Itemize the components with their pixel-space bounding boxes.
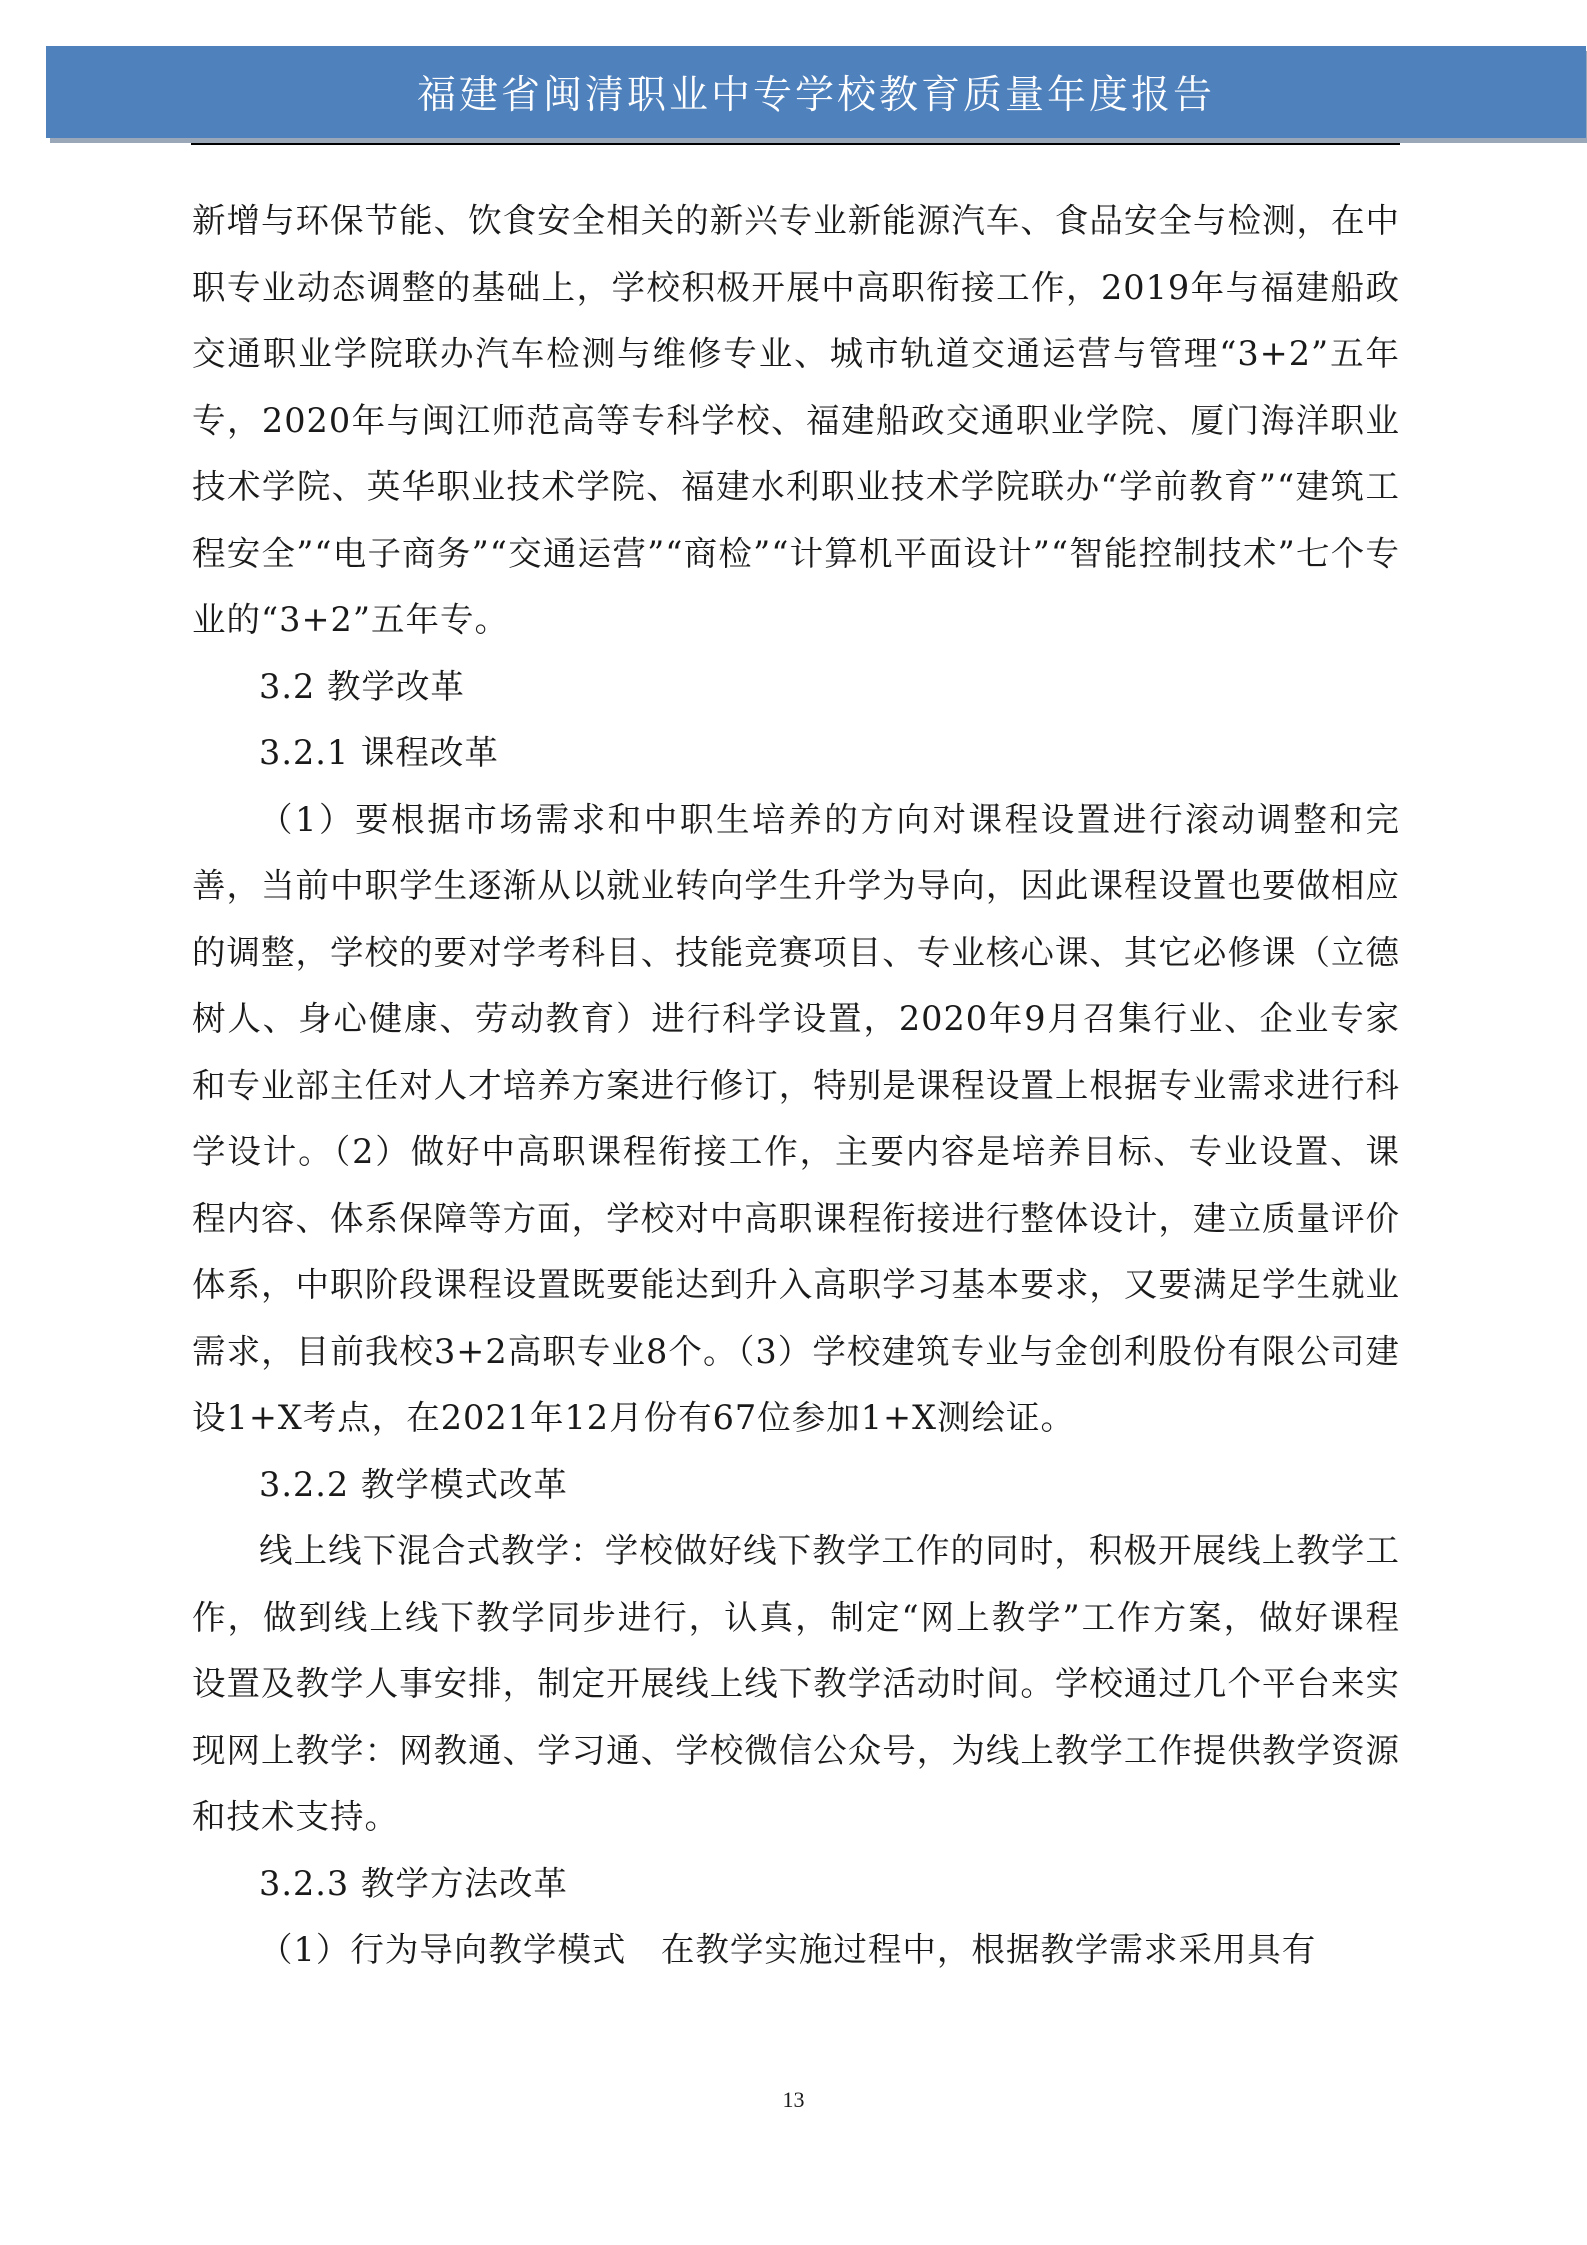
- paragraph-course-reform: （1）要根据市场需求和中职生培养的方向对课程设置进行滚动调整和完善，当前中职学生逐渐从以就业转向学生升学为导向，因此课程设置也要做相应的调整，学校的要对学考科目、技能竞赛项目、专业核心课、其它必修课（立德树人、身心健康、劳动教育）进行科学设置，2020年9月召集行业、企业专家和专业部主任对人才培养方案进行修订，特别是课程设置上根据专业需求进行科学设计。（2）做好中高职课程衔接工作，主要内容是培养目标、专业设置、课程内容、体系保障等方面，学校对中高职课程衔接进行整体设计，建立质量评价体系，中职阶段课程设置既要能达到升入高职学习基本要求，又要满足学生就业需求，目前我校3+2高职专业8个。（3）学校建筑专业与金创利股份有限公司建设1+X考点，在2021年12月份有67位参加1+X测绘证。: [192, 799, 1400, 1437]
- heading-teaching-mode-reform: 3.2.2 教学模式改革: [259, 1464, 568, 1504]
- heading-course-reform: 3.2.1 课程改革: [259, 733, 499, 772]
- header-divider: [191, 143, 1400, 145]
- paragraph-intro: 新增与环保节能、饮食安全相关的新兴专业新能源汽车、食品安全与检测，在中职专业动态调整的基础上，学校积极开展中高职衔接工作，2019年与福建船政交通职业学院联办汽车检测与维修专业、城市轨道交通运营与管理“3+2”五年专，2020年与闽江师范高等专科学校、福建船政交通职业学院、厦门海洋职业技术学院、英华职业技术学院、福建水利职业技术学院联办“学前教育”“建筑工程安全”“电子商务”“交通运营”“商检”“计算机平面设计”“智能控制技术”七个专业的“3+2”五年专。: [192, 201, 1400, 639]
- paragraph-teaching-mode: 线上线下混合式教学：学校做好线下教学工作的同时，积极开展线上教学工作，做到线上线下教学同步进行，认真，制定“网上教学”工作方案，做好课程设置及教学人事安排，制定开展线上线下教学活动时间。学校通过几个平台来实现网上教学：网教通、学习通、学校微信公众号，为线上教学工作提供教学资源和技术支持。: [192, 1531, 1400, 1836]
- paragraph-teaching-method: （1）行为导向教学模式 在教学实施过程中，根据教学需求采用具有: [259, 1930, 1317, 1969]
- heading-teaching-method-reform: 3.2.3 教学方法改革: [259, 1863, 568, 1903]
- header-banner: [46, 46, 1586, 138]
- report-title: 福建省闽清职业中专学校教育质量年度报告: [416, 73, 1215, 118]
- page-body: [192, 188, 1400, 1984]
- page-number: 13: [782, 2087, 805, 2112]
- heading-teaching-reform: 3.2 教学改革: [259, 666, 465, 706]
